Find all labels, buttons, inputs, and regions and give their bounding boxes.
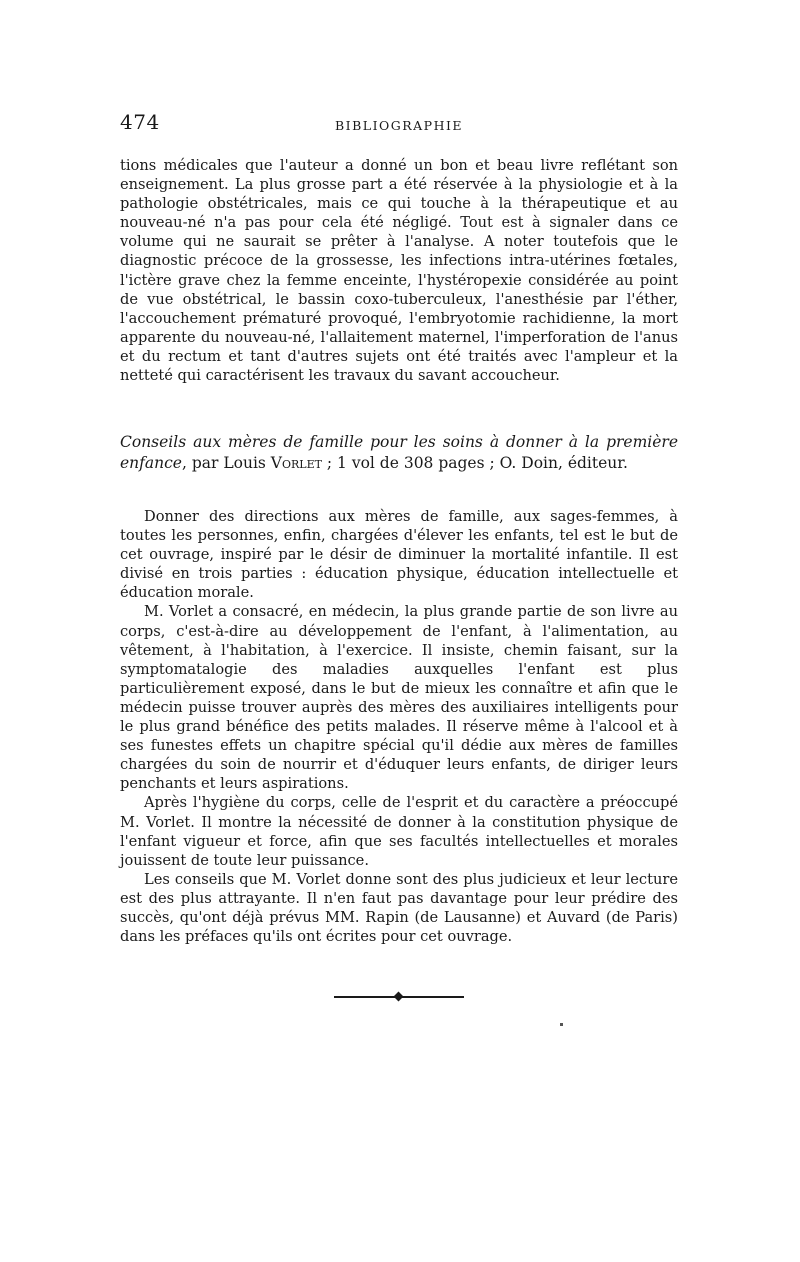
- book-author: Vorlet: [270, 454, 322, 472]
- page-header: [120, 110, 678, 150]
- section-end-ornament: [334, 993, 464, 1001]
- print-speck: [560, 1023, 563, 1026]
- ornament-line-right: [402, 996, 464, 998]
- review-body: [120, 507, 678, 946]
- review-paragraph: Les conseils que M. Vorlet donne sont des plus judicieux et leur lecture est des plus attrayante. Il n'en faut pas davantage pour leur prédire des succès, qu'ont déjà prévus MM. Rapin (de Lausanne) et Auvard (de Paris) dans les préfaces qu'ils ont écrites pour cet ouvrage.: [120, 870, 678, 946]
- running-title: BIBLIOGRAPHIE: [334, 118, 464, 133]
- review-continuation: [120, 156, 678, 385]
- page-number: 474: [120, 110, 160, 134]
- ornament-line-left: [334, 996, 396, 998]
- review-paragraph: M. Vorlet a consacré, en médecin, la plus grande partie de son livre au corps, c'est-à-dire au développement de l'enfant, à l'alimentation, au vêtement, à l'habitation, à l'exercice. Il insiste, chemin faisant, sur la symptomatalogie des maladies auxquelles l'enfant est plus particulièrement exposé, dans le but de mieux les connaître et afin que le médecin puisse trouver auprès des mères des auxiliaires intelligents pour le plus grand bénéfice des petits malades. Il réserve même à l'alcool et à ses funestes effets un chapitre spécial qu'il dédie aux mères de familles chargées du soin de nourrir et d'éduquer leurs enfants, de diriger leurs penchants et leurs aspirations.: [120, 603, 678, 793]
- book-details: ; 1 vol de 308 pages ; O. Doin, éditeur.: [321, 454, 628, 472]
- review-heading: [120, 432, 678, 474]
- continuation-paragraph: tions médicales que l'auteur a donné un bon et beau livre reflétant son enseignement. La plus grosse part a été réservée à la physiologie et à la pathologie obstétricales, mais ce qui touche à la thérapeutique et au nouveau-né n'a pas pour cela été négligé. Tout est à signaler dans ce volume qui ne saurait se prêter à l'analyse. A noter toutefois que le diagnostic précoce de la grossesse, les infections intra-utérines fœtales, l'ictère grave chez la femme enceinte, l'hystéropexie considérée au point de vue obstétrical, le bassin coxo-tuberculeux, l'anesthésie par l'éther, l'accouchement prématuré provoqué, l'embryotomie rachidienne, la mort apparente du nouveau-né, l'allaitement maternel, l'imperforation de l'anus et du rectum et tant d'autres sujets ont été traités avec l'ampleur et la netteté qui caractérisent les travaux du savant accoucheur.: [120, 157, 678, 385]
- book-by: , par Louis: [181, 454, 271, 472]
- review-paragraph: Donner des directions aux mères de famille, aux sages-femmes, à toutes les personnes, enfin, chargées d'élever les enfants, tel est le but de cet ouvrage, inspiré par le désir de diminuer la mortalité infantile. Il est divisé en trois parties : éducation physique, éducation intellectuelle et éducation morale.: [120, 508, 678, 602]
- review-paragraph: Après l'hygiène du corps, celle de l'esprit et du caractère a préoccupé M. Vorlet. Il montre la nécessité de donner à la constitution physique de l'enfant vigueur et force, afin que ses facultés intellectuelles et morales jouissent de toute leur puissance.: [120, 794, 678, 869]
- book-title: Conseils aux mères de famille pour les soins à donner à la première enfance: [120, 433, 678, 472]
- review-heading-block: [120, 432, 678, 474]
